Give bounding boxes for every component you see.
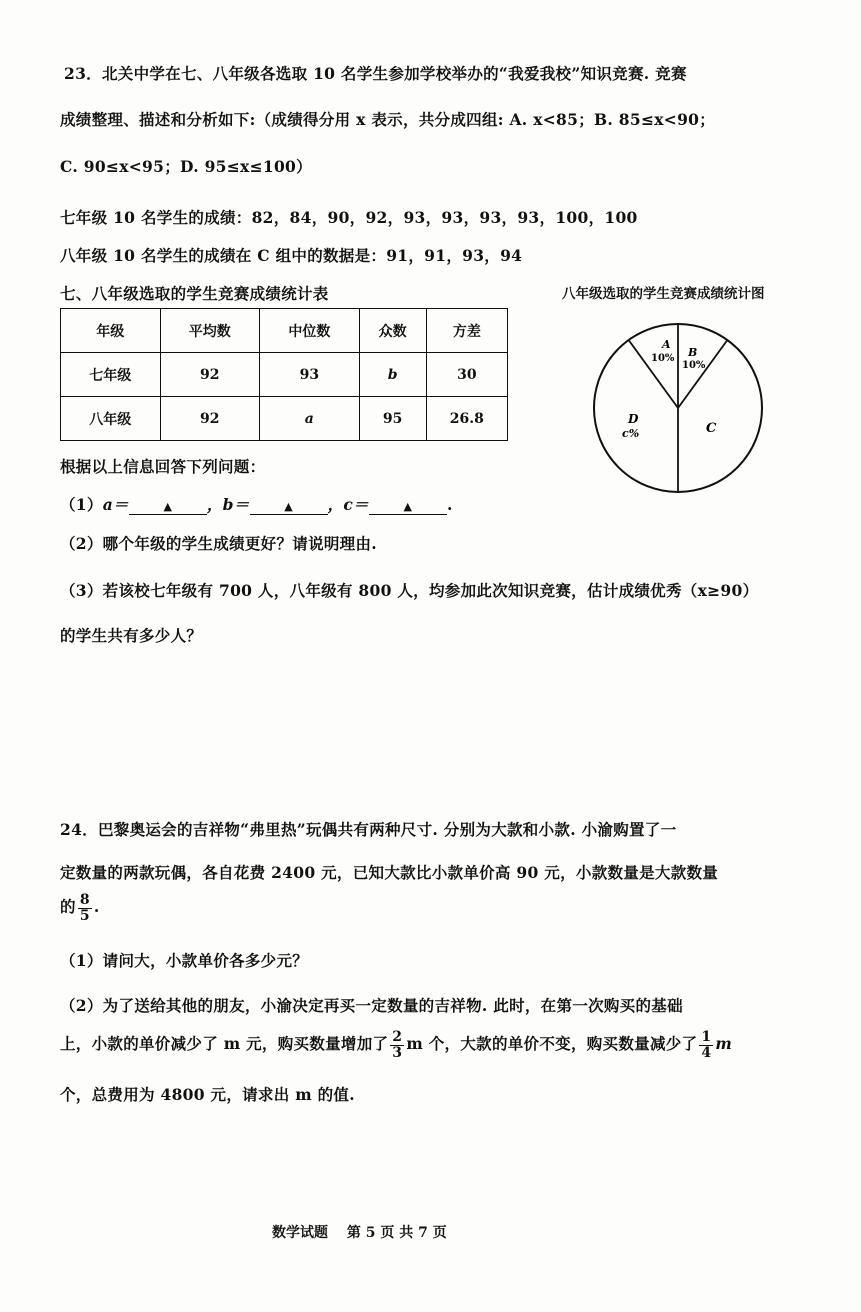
- slice-d-percent: c%: [622, 427, 640, 440]
- table-cell: 92: [160, 353, 260, 397]
- fraction-denominator: 3: [392, 1044, 403, 1061]
- answer-c-blank: ▲: [369, 500, 447, 515]
- slice-c-label: C: [706, 421, 717, 436]
- q24-text-b: m 个，大款的单价不变，购买数量减少了: [406, 1034, 698, 1054]
- q23-sub-3-line-2: 的学生共有多少人？: [60, 626, 203, 645]
- table-row: [61, 397, 508, 441]
- table-title: 七、八年级选取的学生竞赛成绩统计表: [60, 284, 329, 303]
- grade8-c-group-scores: 八年级 10 名学生的成绩在 C 组中的数据是：91，91，93，94: [60, 246, 523, 265]
- table-cell: 92: [160, 397, 260, 441]
- fraction-2-3: [390, 1030, 404, 1060]
- q24-sub-2-line-2: [60, 1030, 732, 1060]
- table-cell: 30: [426, 353, 507, 397]
- table-header: 方差: [426, 309, 507, 353]
- slice-d-label: D: [628, 412, 639, 426]
- q23-line-2: 成绩整理、描述和分析如下:（成绩得分用 x 表示，共分成四组: A. x<85；B. 85≤x<90；: [60, 110, 716, 129]
- q24-text-a: 上，小款的单价减少了 m 元，购买数量增加了: [60, 1034, 389, 1054]
- slice-a-percent: 10%: [651, 353, 675, 364]
- stats-table: [60, 308, 508, 441]
- q24-line-3-end: .: [93, 897, 100, 917]
- q23-line-3: C. 90≤x<95；D. 95≤x≤100）: [60, 157, 312, 176]
- answer-a-blank: ▲: [129, 500, 207, 515]
- table-cell: 95: [359, 397, 426, 441]
- answer-a-label: a＝: [102, 495, 129, 514]
- fraction-denominator: 4: [701, 1044, 712, 1061]
- pie-chart: [588, 318, 768, 498]
- table-cell: 26.8: [426, 397, 507, 441]
- answer-b-label: ，b＝: [206, 495, 250, 514]
- slice-b-label: B: [688, 346, 698, 359]
- answer-c-label: ，c＝: [327, 495, 369, 514]
- q23-sub-2: （2）哪个年级的学生成绩更好？请说明理由.: [60, 534, 377, 553]
- table-header: 年级: [61, 309, 161, 353]
- slice-a-label: A: [662, 338, 671, 351]
- fraction-8-5: [78, 893, 92, 923]
- q23-line-1: 23．北关中学在七、八年级各选取 10 名学生参加学校举办的“我爱我校”知识竞赛. 竞赛: [64, 64, 687, 83]
- pie-divider: [629, 340, 678, 408]
- table-header: 中位数: [260, 309, 360, 353]
- q24-text-c: m: [715, 1034, 733, 1054]
- table-cell: 七年级: [61, 353, 161, 397]
- q24-sub-1: （1）请问大，小款单价各多少元？: [60, 951, 309, 970]
- table-header-row: [61, 309, 508, 353]
- q24-line-2: 定数量的两款玩偶，各自花费 2400 元，已知大款比小款单价高 90 元，小款数量是大款数量: [60, 863, 719, 882]
- sub-end: .: [446, 495, 453, 514]
- answer-b-blank: ▲: [250, 500, 328, 515]
- fraction-numerator: 8: [79, 892, 90, 908]
- fraction-numerator: 2: [392, 1029, 403, 1045]
- q24-line-1: 24．巴黎奥运会的吉祥物“弗里热”玩偶共有两种尺寸. 分别为大款和小款. 小渝购置了一: [60, 820, 677, 839]
- q24-line-3-prefix: 的: [60, 897, 76, 917]
- page-footer: 数学试题 第 5 页 共 7 页: [272, 1225, 447, 1241]
- sub-number: （1）: [60, 495, 103, 514]
- pie-divider: [678, 340, 727, 408]
- pie-chart-title: 八年级选取的学生竞赛成绩统计图: [562, 286, 765, 302]
- table-cell: 八年级: [61, 397, 161, 441]
- q23-sub-3-line-1: （3）若该校七年级有 700 人，八年级有 800 人，均参加此次知识竞赛，估计成绩优秀（x≥90）: [60, 581, 759, 600]
- slice-b-percent: 10%: [682, 360, 706, 371]
- table-cell: a: [260, 397, 360, 441]
- fraction-numerator: 1: [701, 1029, 712, 1045]
- q24-line-3: [60, 893, 100, 923]
- table-cell: 93: [260, 353, 360, 397]
- q23-sub-1: [60, 493, 453, 515]
- prompt-text: 根据以上信息回答下列问题：: [60, 457, 266, 476]
- table-header: 众数: [359, 309, 426, 353]
- grade7-scores: 七年级 10 名学生的成绩：82，84，90，92，93，93，93，93，100，100: [60, 208, 638, 227]
- fraction-1-4: [699, 1030, 713, 1060]
- table-cell: b: [359, 353, 426, 397]
- table-row: [61, 353, 508, 397]
- q24-sub-2-line-3: 个，总费用为 4800 元，请求出 m 的值.: [60, 1085, 355, 1104]
- fraction-denominator: 5: [79, 907, 90, 924]
- q24-sub-2-line-1: （2）为了送给其他的朋友，小渝决定再买一定数量的吉祥物. 此时，在第一次购买的基础: [60, 996, 683, 1015]
- table-header: 平均数: [160, 309, 260, 353]
